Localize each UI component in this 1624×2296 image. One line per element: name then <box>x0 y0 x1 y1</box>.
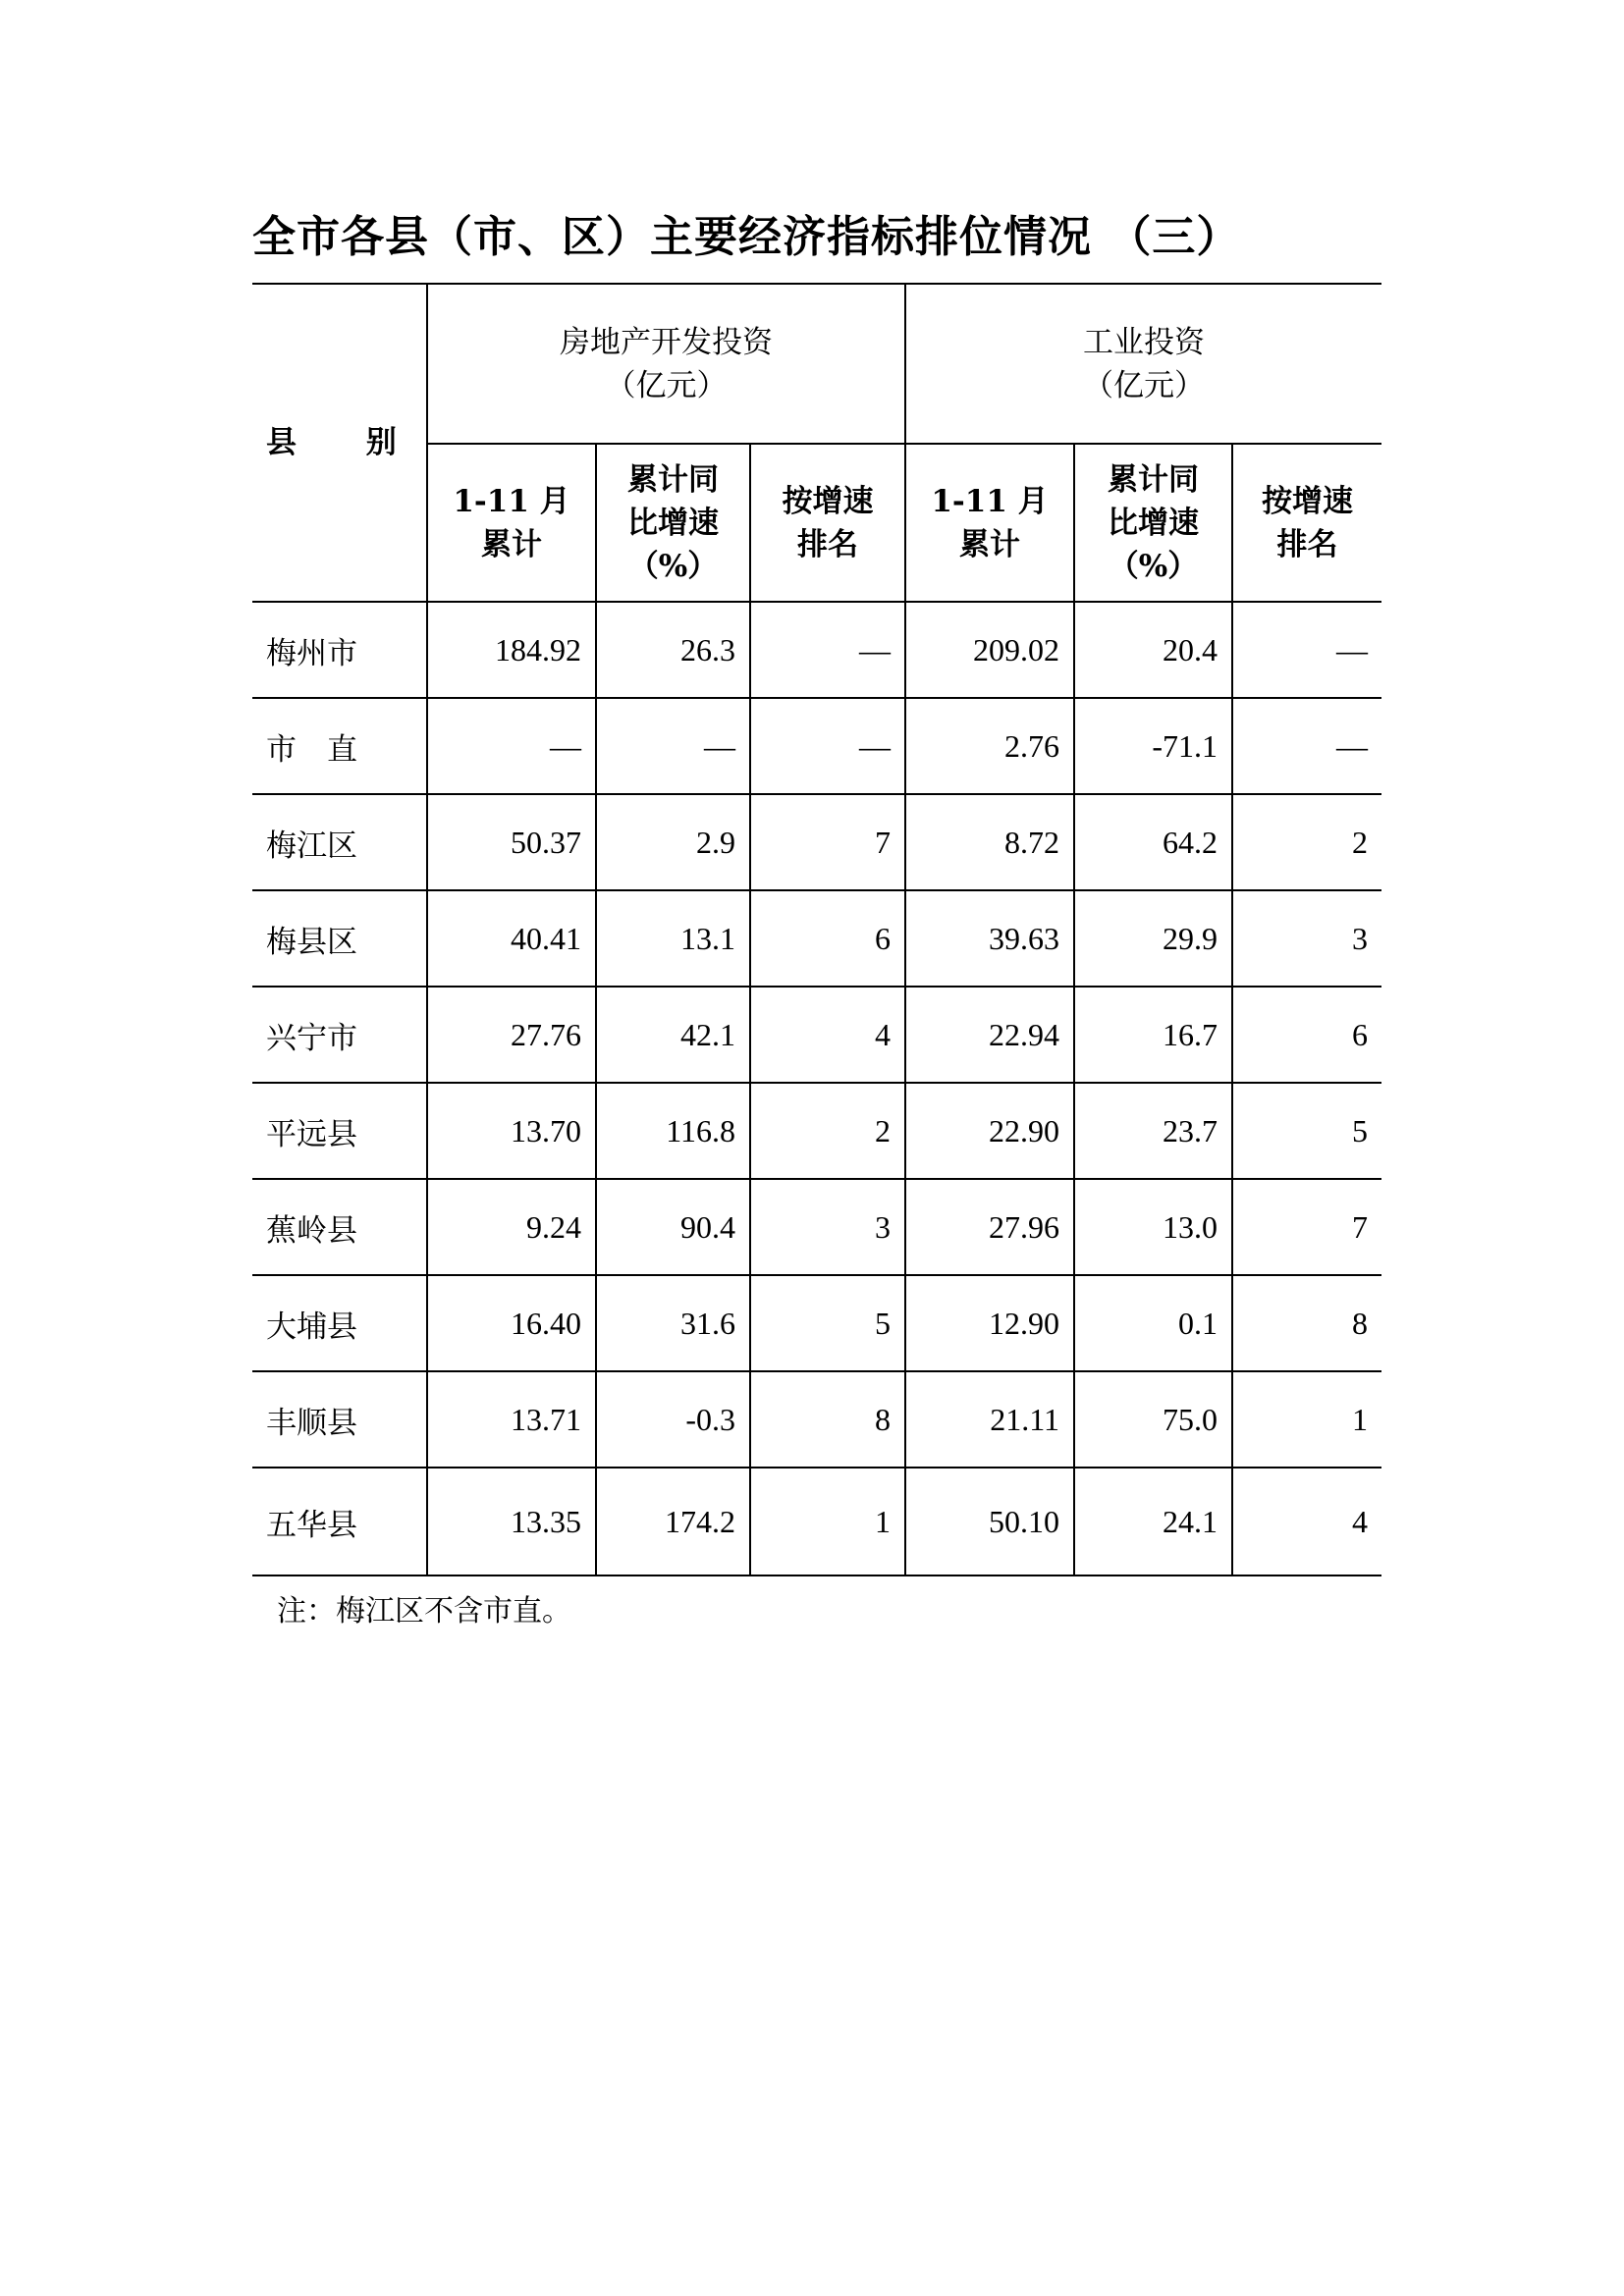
re-rank-value: 2 <box>750 1083 905 1179</box>
footnote: 注：梅江区不含市直。 <box>277 1594 571 1629</box>
re-cumulative-value: 9.24 <box>427 1179 596 1275</box>
ind-rank-value: 4 <box>1232 1468 1381 1575</box>
ind-growth-value: 29.9 <box>1074 890 1232 987</box>
ind-rank-value: 7 <box>1232 1179 1381 1275</box>
ind-cumulative-line1: 1-11 月 <box>931 483 1049 519</box>
county-name: 梅江区 <box>252 794 427 890</box>
county-name: 平远县 <box>252 1083 427 1179</box>
re-rank-value: 6 <box>750 890 905 987</box>
real-estate-investment-header <box>427 284 905 444</box>
ind-growth-value: 13.0 <box>1074 1179 1232 1275</box>
ind-growth-value: -71.1 <box>1074 698 1232 794</box>
ind-growth-line3: （%） <box>1108 548 1199 584</box>
re-rank-value: 3 <box>750 1179 905 1275</box>
re-rank-value: — <box>750 698 905 794</box>
ind-cumulative-header <box>905 444 1074 602</box>
re-cumulative-line2: 累计 <box>481 526 542 562</box>
table-row <box>252 1371 1381 1468</box>
re-rank-value: — <box>750 602 905 698</box>
table-row <box>252 890 1381 987</box>
re-rank-value: 8 <box>750 1371 905 1468</box>
re-growth-value: 42.1 <box>596 987 750 1083</box>
table-row <box>252 698 1381 794</box>
ind-cumulative-value: 8.72 <box>905 794 1074 890</box>
re-growth-value: 26.3 <box>596 602 750 698</box>
re-cumulative-value: 13.70 <box>427 1083 596 1179</box>
header-row-groups <box>252 284 1381 444</box>
ind-cumulative-value: 39.63 <box>905 890 1074 987</box>
re-growth-value: -0.3 <box>596 1371 750 1468</box>
re-growth-line3: （%） <box>627 548 719 584</box>
ind-growth-value: 24.1 <box>1074 1468 1232 1575</box>
county-name: 梅县区 <box>252 890 427 987</box>
re-rank-value: 7 <box>750 794 905 890</box>
re-cumulative-value: 40.41 <box>427 890 596 987</box>
re-rank-line2: 排名 <box>797 526 858 562</box>
ind-cumulative-value: 50.10 <box>905 1468 1074 1575</box>
ind-rank-value: 1 <box>1232 1371 1381 1468</box>
county-name: 大埔县 <box>252 1275 427 1371</box>
re-growth-value: 13.1 <box>596 890 750 987</box>
re-growth-value: 31.6 <box>596 1275 750 1371</box>
ind-growth-line2: 比增速 <box>1108 505 1199 541</box>
economic-indicators-table <box>252 283 1381 1576</box>
county-name: 五华县 <box>252 1468 427 1575</box>
ind-growth-value: 20.4 <box>1074 602 1232 698</box>
re-cumulative-line1: 1-11 月 <box>453 483 570 519</box>
ind-rank-value: 8 <box>1232 1275 1381 1371</box>
re-cumulative-header <box>427 444 596 602</box>
re-growth-line1: 累计同 <box>627 461 719 498</box>
page-title: 全市各县（市、区）主要经济指标排位情况 （三） <box>252 212 1241 262</box>
county-column-header: 县 别 <box>252 284 427 602</box>
table-row <box>252 602 1381 698</box>
table-row <box>252 1468 1381 1575</box>
ind-cumulative-value: 209.02 <box>905 602 1074 698</box>
ind-growth-value: 64.2 <box>1074 794 1232 890</box>
ind-rank-header <box>1232 444 1381 602</box>
county-name: 兴宁市 <box>252 987 427 1083</box>
re-cumulative-value: 184.92 <box>427 602 596 698</box>
re-growth-value: 174.2 <box>596 1468 750 1575</box>
industrial-group-unit: （亿元） <box>1083 367 1206 403</box>
ind-rank-value: 2 <box>1232 794 1381 890</box>
ind-rank-value: — <box>1232 698 1381 794</box>
re-rank-value: 5 <box>750 1275 905 1371</box>
ind-cumulative-value: 12.90 <box>905 1275 1074 1371</box>
re-growth-line2: 比增速 <box>627 505 719 541</box>
ind-growth-value: 0.1 <box>1074 1275 1232 1371</box>
county-name: 市 直 <box>252 698 427 794</box>
re-cumulative-value: 50.37 <box>427 794 596 890</box>
ind-cumulative-value: 22.90 <box>905 1083 1074 1179</box>
re-rank-line1: 按增速 <box>782 483 874 519</box>
table-row <box>252 794 1381 890</box>
real-estate-group-name: 房地产开发投资 <box>560 324 773 360</box>
re-growth-value: 2.9 <box>596 794 750 890</box>
ind-growth-value: 16.7 <box>1074 987 1232 1083</box>
real-estate-group-unit: （亿元） <box>605 367 728 403</box>
table-row <box>252 1275 1381 1371</box>
ind-rank-line2: 排名 <box>1276 526 1338 562</box>
re-rank-header <box>750 444 905 602</box>
re-growth-value: 90.4 <box>596 1179 750 1275</box>
ind-cumulative-value: 22.94 <box>905 987 1074 1083</box>
ind-rank-line1: 按增速 <box>1262 483 1354 519</box>
ind-growth-header <box>1074 444 1232 602</box>
ind-growth-value: 75.0 <box>1074 1371 1232 1468</box>
industrial-investment-header <box>905 284 1381 444</box>
re-rank-value: 4 <box>750 987 905 1083</box>
ind-cumulative-value: 21.11 <box>905 1371 1074 1468</box>
re-growth-header <box>596 444 750 602</box>
county-name: 丰顺县 <box>252 1371 427 1468</box>
ind-growth-value: 23.7 <box>1074 1083 1232 1179</box>
ind-cumulative-value: 2.76 <box>905 698 1074 794</box>
re-rank-value: 1 <box>750 1468 905 1575</box>
re-cumulative-value: 27.76 <box>427 987 596 1083</box>
re-cumulative-value: 13.71 <box>427 1371 596 1468</box>
ind-growth-line1: 累计同 <box>1108 461 1199 498</box>
re-cumulative-value: 13.35 <box>427 1468 596 1575</box>
re-growth-value: 116.8 <box>596 1083 750 1179</box>
ind-rank-value: 3 <box>1232 890 1381 987</box>
county-name: 蕉岭县 <box>252 1179 427 1275</box>
ind-cumulative-line2: 累计 <box>959 526 1020 562</box>
table-row <box>252 987 1381 1083</box>
ind-rank-value: 5 <box>1232 1083 1381 1179</box>
re-cumulative-value: 16.40 <box>427 1275 596 1371</box>
table-row <box>252 1179 1381 1275</box>
ind-rank-value: 6 <box>1232 987 1381 1083</box>
table-row <box>252 1083 1381 1179</box>
ind-rank-value: — <box>1232 602 1381 698</box>
re-cumulative-value: — <box>427 698 596 794</box>
ind-cumulative-value: 27.96 <box>905 1179 1074 1275</box>
re-growth-value: — <box>596 698 750 794</box>
industrial-group-name: 工业投资 <box>1083 324 1206 360</box>
county-name: 梅州市 <box>252 602 427 698</box>
